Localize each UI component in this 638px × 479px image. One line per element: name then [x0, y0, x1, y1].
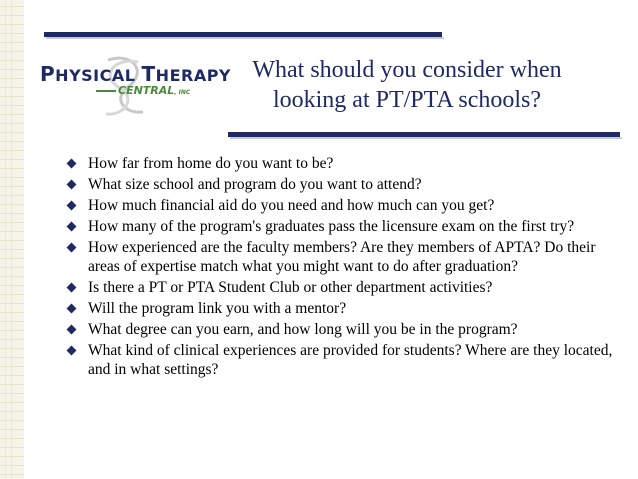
- logo-subtitle: CENTRAL, INC: [118, 84, 191, 97]
- company-logo: [30, 52, 232, 122]
- logo-underline: [96, 90, 116, 92]
- diamond-bullet-icon: [67, 180, 77, 190]
- diamond-bullet-icon: [67, 283, 77, 293]
- list-item: Will the program link you with a mentor?: [68, 299, 616, 318]
- list-item: What size school and program do you want to attend?: [68, 175, 616, 194]
- title-divider-shadow: [230, 137, 622, 139]
- diamond-bullet-icon: [67, 222, 77, 232]
- diamond-bullet-icon: [67, 304, 77, 314]
- slide-title: [212, 55, 602, 115]
- list-item: How many of the program's graduates pass the licensure exam on the first try?: [68, 217, 616, 236]
- list-item: How far from home do you want to be?: [68, 154, 616, 173]
- slide-title-line-1: What should you consider when: [252, 57, 562, 83]
- top-divider-shadow: [46, 37, 444, 39]
- list-item: What kind of clinical experiences are provided for students? Where are they located, and in what settings?: [68, 341, 616, 379]
- slide-title-line-2: looking at PT/PTA schools?: [272, 87, 542, 113]
- diamond-bullet-icon: [67, 325, 77, 335]
- title-divider: [228, 132, 620, 137]
- list-item: How much financial aid do you need and how much can you get?: [68, 196, 616, 215]
- diamond-bullet-icon: [67, 159, 77, 169]
- list-item: How experienced are the faculty members? Are they members of APTA? Do their areas of expertise match what you might want to do after graduation?: [68, 238, 616, 276]
- list-item: What degree can you earn, and how long will you be in the program?: [68, 320, 616, 339]
- diamond-bullet-icon: [67, 243, 77, 253]
- bullet-list: [68, 154, 616, 381]
- decorative-stripe: [0, 0, 24, 479]
- top-divider: [44, 32, 442, 37]
- list-item: Is there a PT or PTA Student Club or other department activities?: [68, 278, 616, 297]
- diamond-bullet-icon: [67, 346, 77, 356]
- logo-wordmark: PHYSICAL THERAPY: [40, 62, 232, 86]
- diamond-bullet-icon: [67, 201, 77, 211]
